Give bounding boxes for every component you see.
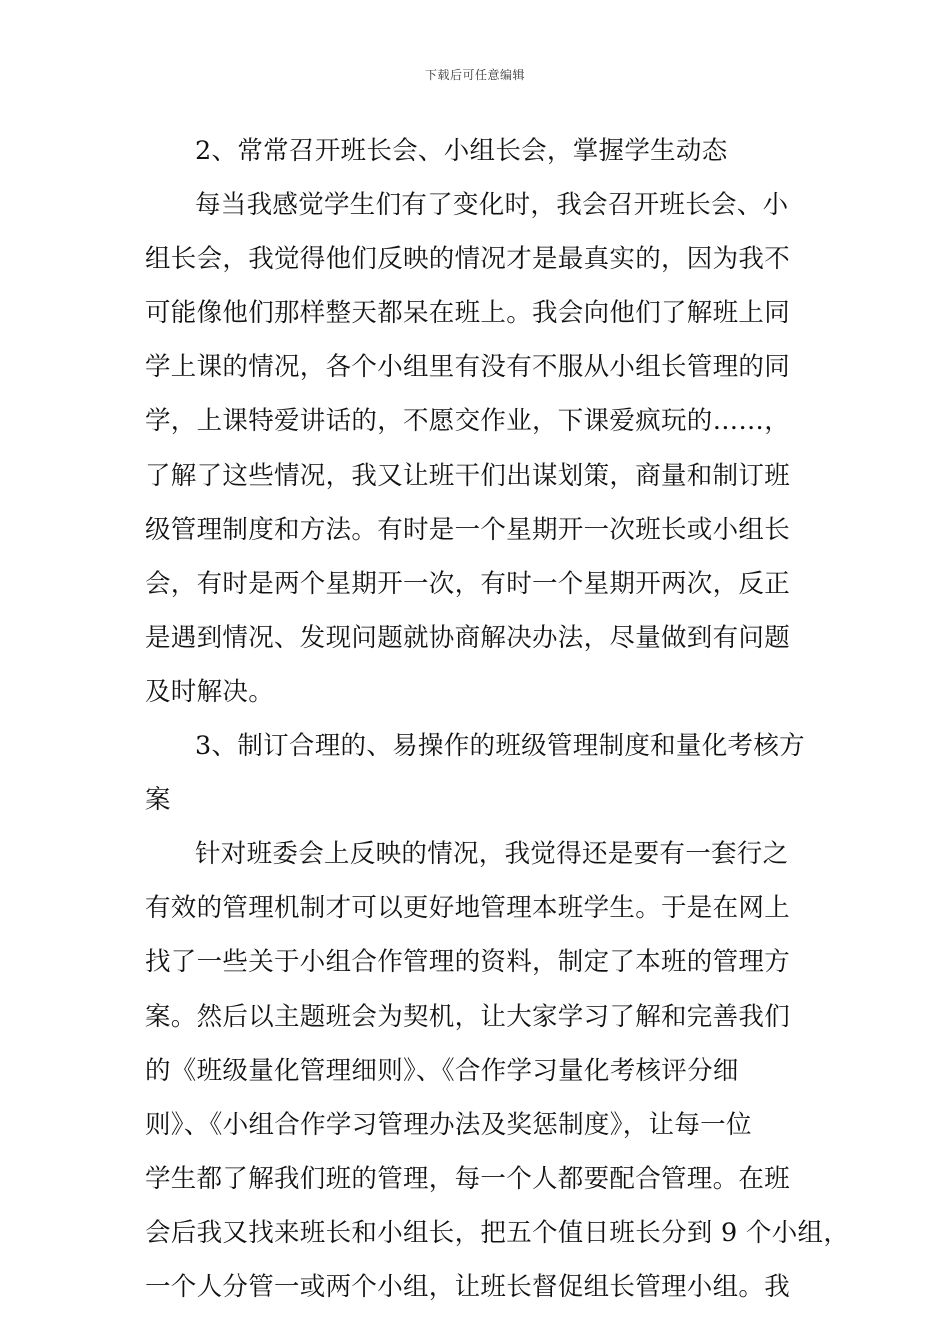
text-line: 每当我感觉学生们有了变化时，我会召开班长会、小 xyxy=(195,190,789,221)
text-line: 案。然后以主题班会为契机，让大家学习了解和完善我们 xyxy=(145,1001,791,1032)
text-line: 了解了这些情况，我又让班干们出谋划策，商量和制订班 xyxy=(145,460,791,491)
page-header-note: 下载后可任意编辑 xyxy=(424,68,525,82)
text-line: 会后我又找来班长和小组长，把五个值日班长分到 9 个小组， xyxy=(145,1217,850,1248)
text-line: 学生都了解我们班的管理，每一个人都要配合管理。在班 xyxy=(145,1163,791,1194)
text-line: 案 xyxy=(145,785,171,816)
text-line: 找了一些关于小组合作管理的资料，制定了本班的管理方 xyxy=(145,947,791,978)
text-line: 有效的管理机制才可以更好地管理本班学生。于是在网上 xyxy=(145,893,791,924)
document-body xyxy=(145,128,850,1318)
text-line: 学上课的情况，各个小组里有没有不服从小组长管理的同 xyxy=(145,352,791,383)
text-line: 的《班级量化管理细则》、《合作学习量化考核评分细 xyxy=(145,1055,739,1086)
text-line: 针对班委会上反映的情况，我觉得还是要有一套行之 xyxy=(195,839,789,870)
text-line: 级管理制度和方法。有时是一个星期开一次班长或小组长 xyxy=(145,514,791,545)
text-line: 组长会，我觉得他们反映的情况才是最真实的，因为我不 xyxy=(145,244,791,275)
text-line: 则》、《小组合作学习管理办法及奖惩制度》，让每一位 xyxy=(145,1109,752,1140)
text-line: 可能像他们那样整天都呆在班上。我会向他们了解班上同 xyxy=(145,298,791,329)
text-line: 3、制订合理的、易操作的班级管理制度和量化考核方 xyxy=(195,731,805,762)
text-line: 是遇到情况、发现问题就协商解决办法，尽量做到有问题 xyxy=(145,622,791,653)
text-line: 一个人分管一或两个小组，让班长督促组长管理小组。我 xyxy=(145,1271,791,1302)
text-line: 会，有时是两个星期开一次，有时一个星期开两次，反正 xyxy=(145,568,791,599)
text-line: 及时解决。 xyxy=(145,676,275,707)
text-line: 学，上课特爱讲话的，不愿交作业，下课爱疯玩的……， xyxy=(145,406,791,437)
text-line: 2、常常召开班长会、小组长会，掌握学生动态 xyxy=(195,136,728,166)
